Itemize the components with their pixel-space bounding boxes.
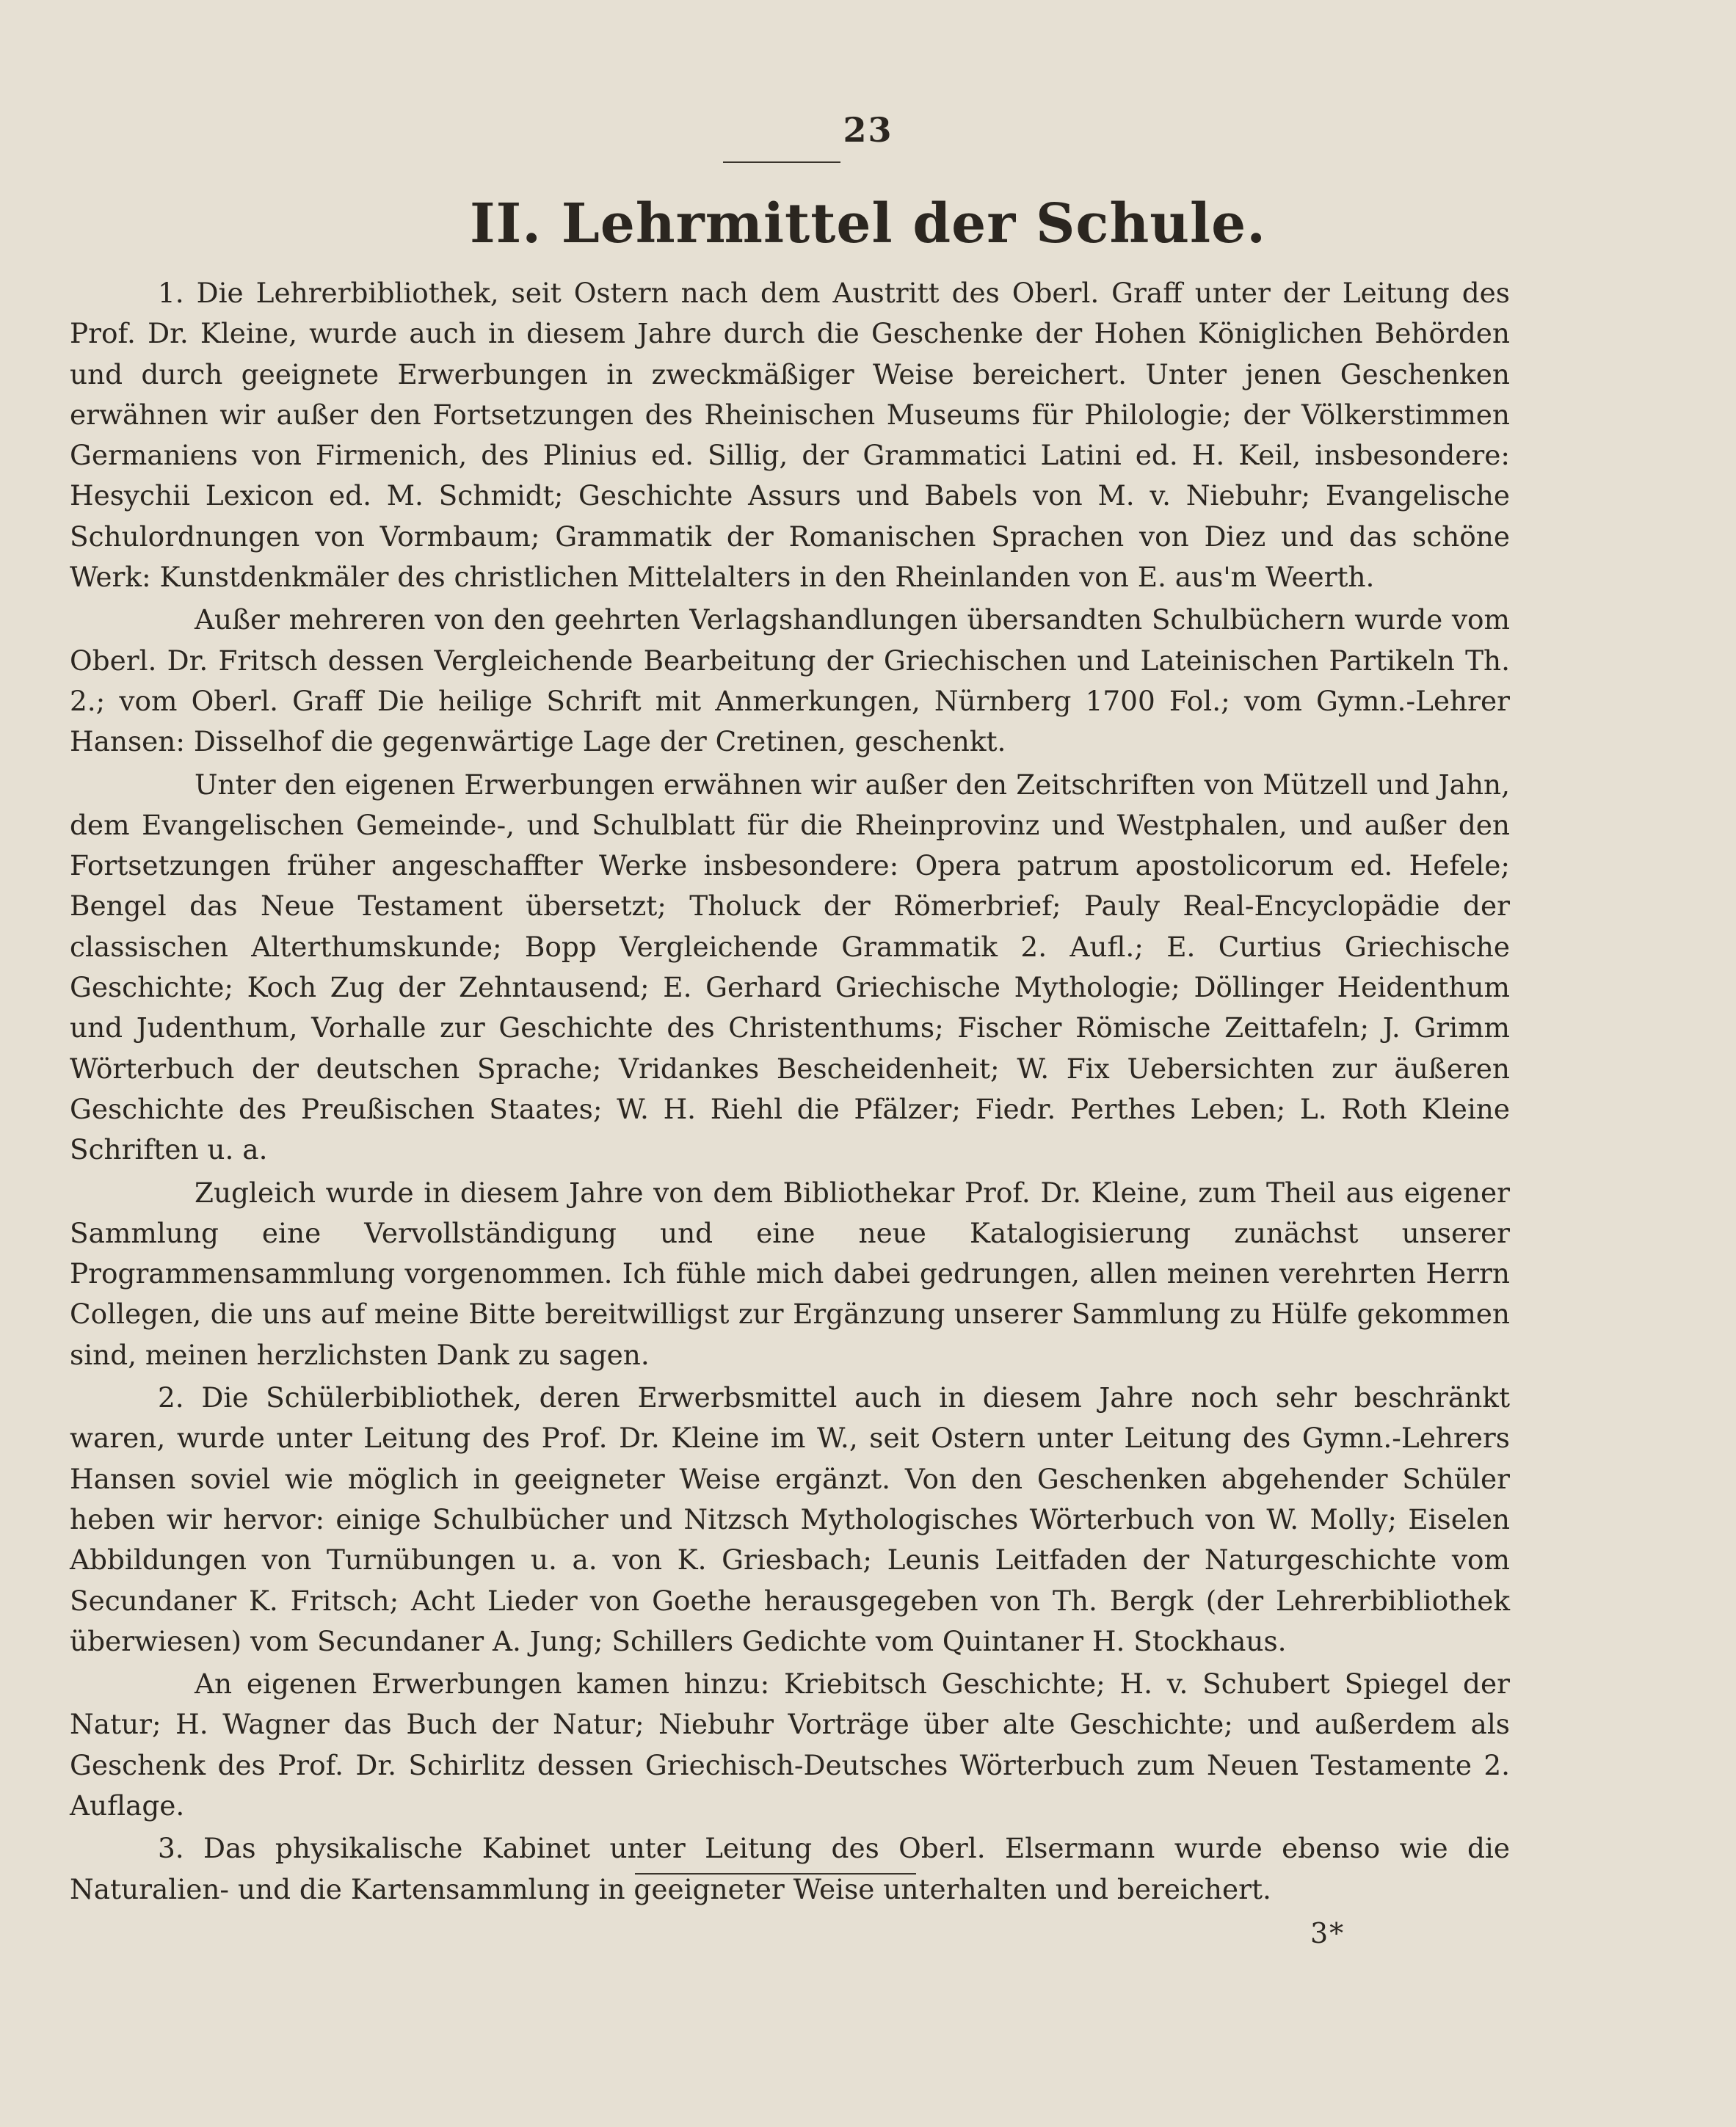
paragraph-teacher-library: 1. Die Lehrerbibliothek, seit Ostern nach dem Austritt des Oberl. Graff unter der Leitung des Prof. Dr. Kleine, wurde auch in diesem Jahre durch die Geschenke der Hohen Königlichen Behörden und durch geeignete Erwerbungen in zweckmäßiger Weise bereichert. Unter jenen Geschenken erwähnen wir außer den Fortsetzungen des Rheinischen Museums für Philologie; der Völkerstimmen Germaniens von Firmenich, des Plinius ed. Sillig, der Grammatici Latini ed. H. Keil, insbesondere: Hesychii Lexicon ed. M. Schmidt; Geschichte Assurs und Babels von M. v. Niebuhr; Evangelische Schulordnungen von Vormbaum; Grammatik der Romanischen Sprachen von Diez und das schöne Werk: Kunstdenkmäler des christlichen Mittelalters in den Rheinlanden von E. aus'm Weerth. bbox=[70, 277, 1510, 594]
section-heading: II. Lehrmittel der Schule. bbox=[469, 192, 1267, 255]
paragraph-student-acquisitions: An eigenen Erwerbungen kamen hinzu: Kriebitsch Geschichte; H. v. Schubert Spiegel der Natur; H. Wagner das Buch der Natur; Niebuhr Vorträge über alte Geschichte; und außerdem als Geschenk des Prof. Dr. Schirlitz dessen Griechisch-Deutsches Wörterbuch zum Neuen Testamente 2. Auflage. bbox=[70, 1668, 1510, 1822]
body-text bbox=[70, 273, 1510, 1912]
paragraph-physics-cabinet: 3. Das physikalische Kabinet unter Leitung des Oberl. Elsermann wurde ebenso wie die Naturalien- und die Kartensammlung in geeigneter Weise unterhalten und bereichert. bbox=[70, 1832, 1510, 1905]
top-rule bbox=[723, 161, 840, 163]
paragraph-catalogue: Zugleich wurde in diesem Jahre von dem Bibliothekar Prof. Dr. Kleine, zum Theil aus eigener Sammlung eine Vervollständigung und eine neue Katalogisierung zunächst unserer Programmensammlung vorgenommen. Ich fühle mich dabei gedrungen, allen meinen verehrten Herrn Collegen, die uns auf meine Bitte bereitwilligst zur Ergänzung unserer Sammlung zu Hülfe gekommen sind, meinen herzlichsten Dank zu sagen. bbox=[70, 1176, 1510, 1371]
page-number: 23 bbox=[843, 110, 893, 150]
paragraph-acquisitions: Unter den eigenen Erwerbungen erwähnen wir außer den Zeitschriften von Mützell und Jahn, dem Evangelischen Gemeinde-, und Schulblatt für die Rheinprovinz und Westphalen, und außer den Fortsetzungen früher angeschaffter Werke insbesondere: Opera patrum apostolicorum ed. Hefele; Bengel das Neue Testament übersetzt; Tholuck der Römerbrief; Pauly Real-Encyclopädie der classischen Alterthumskunde; Bopp Vergleichende Grammatik 2. Aufl.; E. Curtius Griechische Geschichte; Koch Zug der Zehntausend; E. Gerhard Griechische Mythologie; Döllinger Heidenthum und Judenthum, Vorhalle zur Geschichte des Christenthums; Fischer Römische Zeittafeln; J. Grimm Wörterbuch der deutschen Sprache; Vridankes Bescheidenheit; W. Fix Uebersichten zur äußeren Geschichte des Preußischen Staates; W. H. Riehl die Pfälzer; Fiedr. Perthes Leben; L. Roth Kleine Schriften u. a. bbox=[70, 768, 1510, 1166]
bottom-rule bbox=[635, 1873, 916, 1875]
signature-mark: 3* bbox=[1310, 1917, 1345, 1949]
paragraph-donations: Außer mehreren von den geehrten Verlagshandlungen übersandten Schulbüchern wurde vom Oberl. Dr. Fritsch dessen Vergleichende Bearbeitung der Griechischen und Lateinischen Partikeln Th. 2.; vom Oberl. Graff Die heilige Schrift mit Anmerkungen, Nürnberg 1700 Fol.; vom Gymn.-Lehrer Hansen: Disselhof die gegenwärtige Lage der Cretinen, geschenkt. bbox=[70, 603, 1510, 758]
paragraph-student-library: 2. Die Schülerbibliothek, deren Erwerbsmittel auch in diesem Jahre noch sehr beschränkt waren, wurde unter Leitung des Prof. Dr. Kleine im W., seit Ostern unter Leitung des Gymn.-Lehrers Hansen soviel wie möglich in geeigneter Weise ergänzt. Von den Geschenken abgehender Schüler heben wir hervor: einige Schulbücher und Nitzsch Mythologisches Wörterbuch von W. Molly; Eiselen Abbildungen von Turnübungen u. a. von K. Griesbach; Leunis Leitfaden der Naturgeschichte vom Secundaner K. Fritsch; Acht Lieder von Goethe herausgegeben von Th. Bergk (der Lehrerbibliothek überwiesen) vom Secundaner A. Jung; Schillers Gedichte vom Quintaner H. Stockhaus. bbox=[70, 1381, 1510, 1657]
